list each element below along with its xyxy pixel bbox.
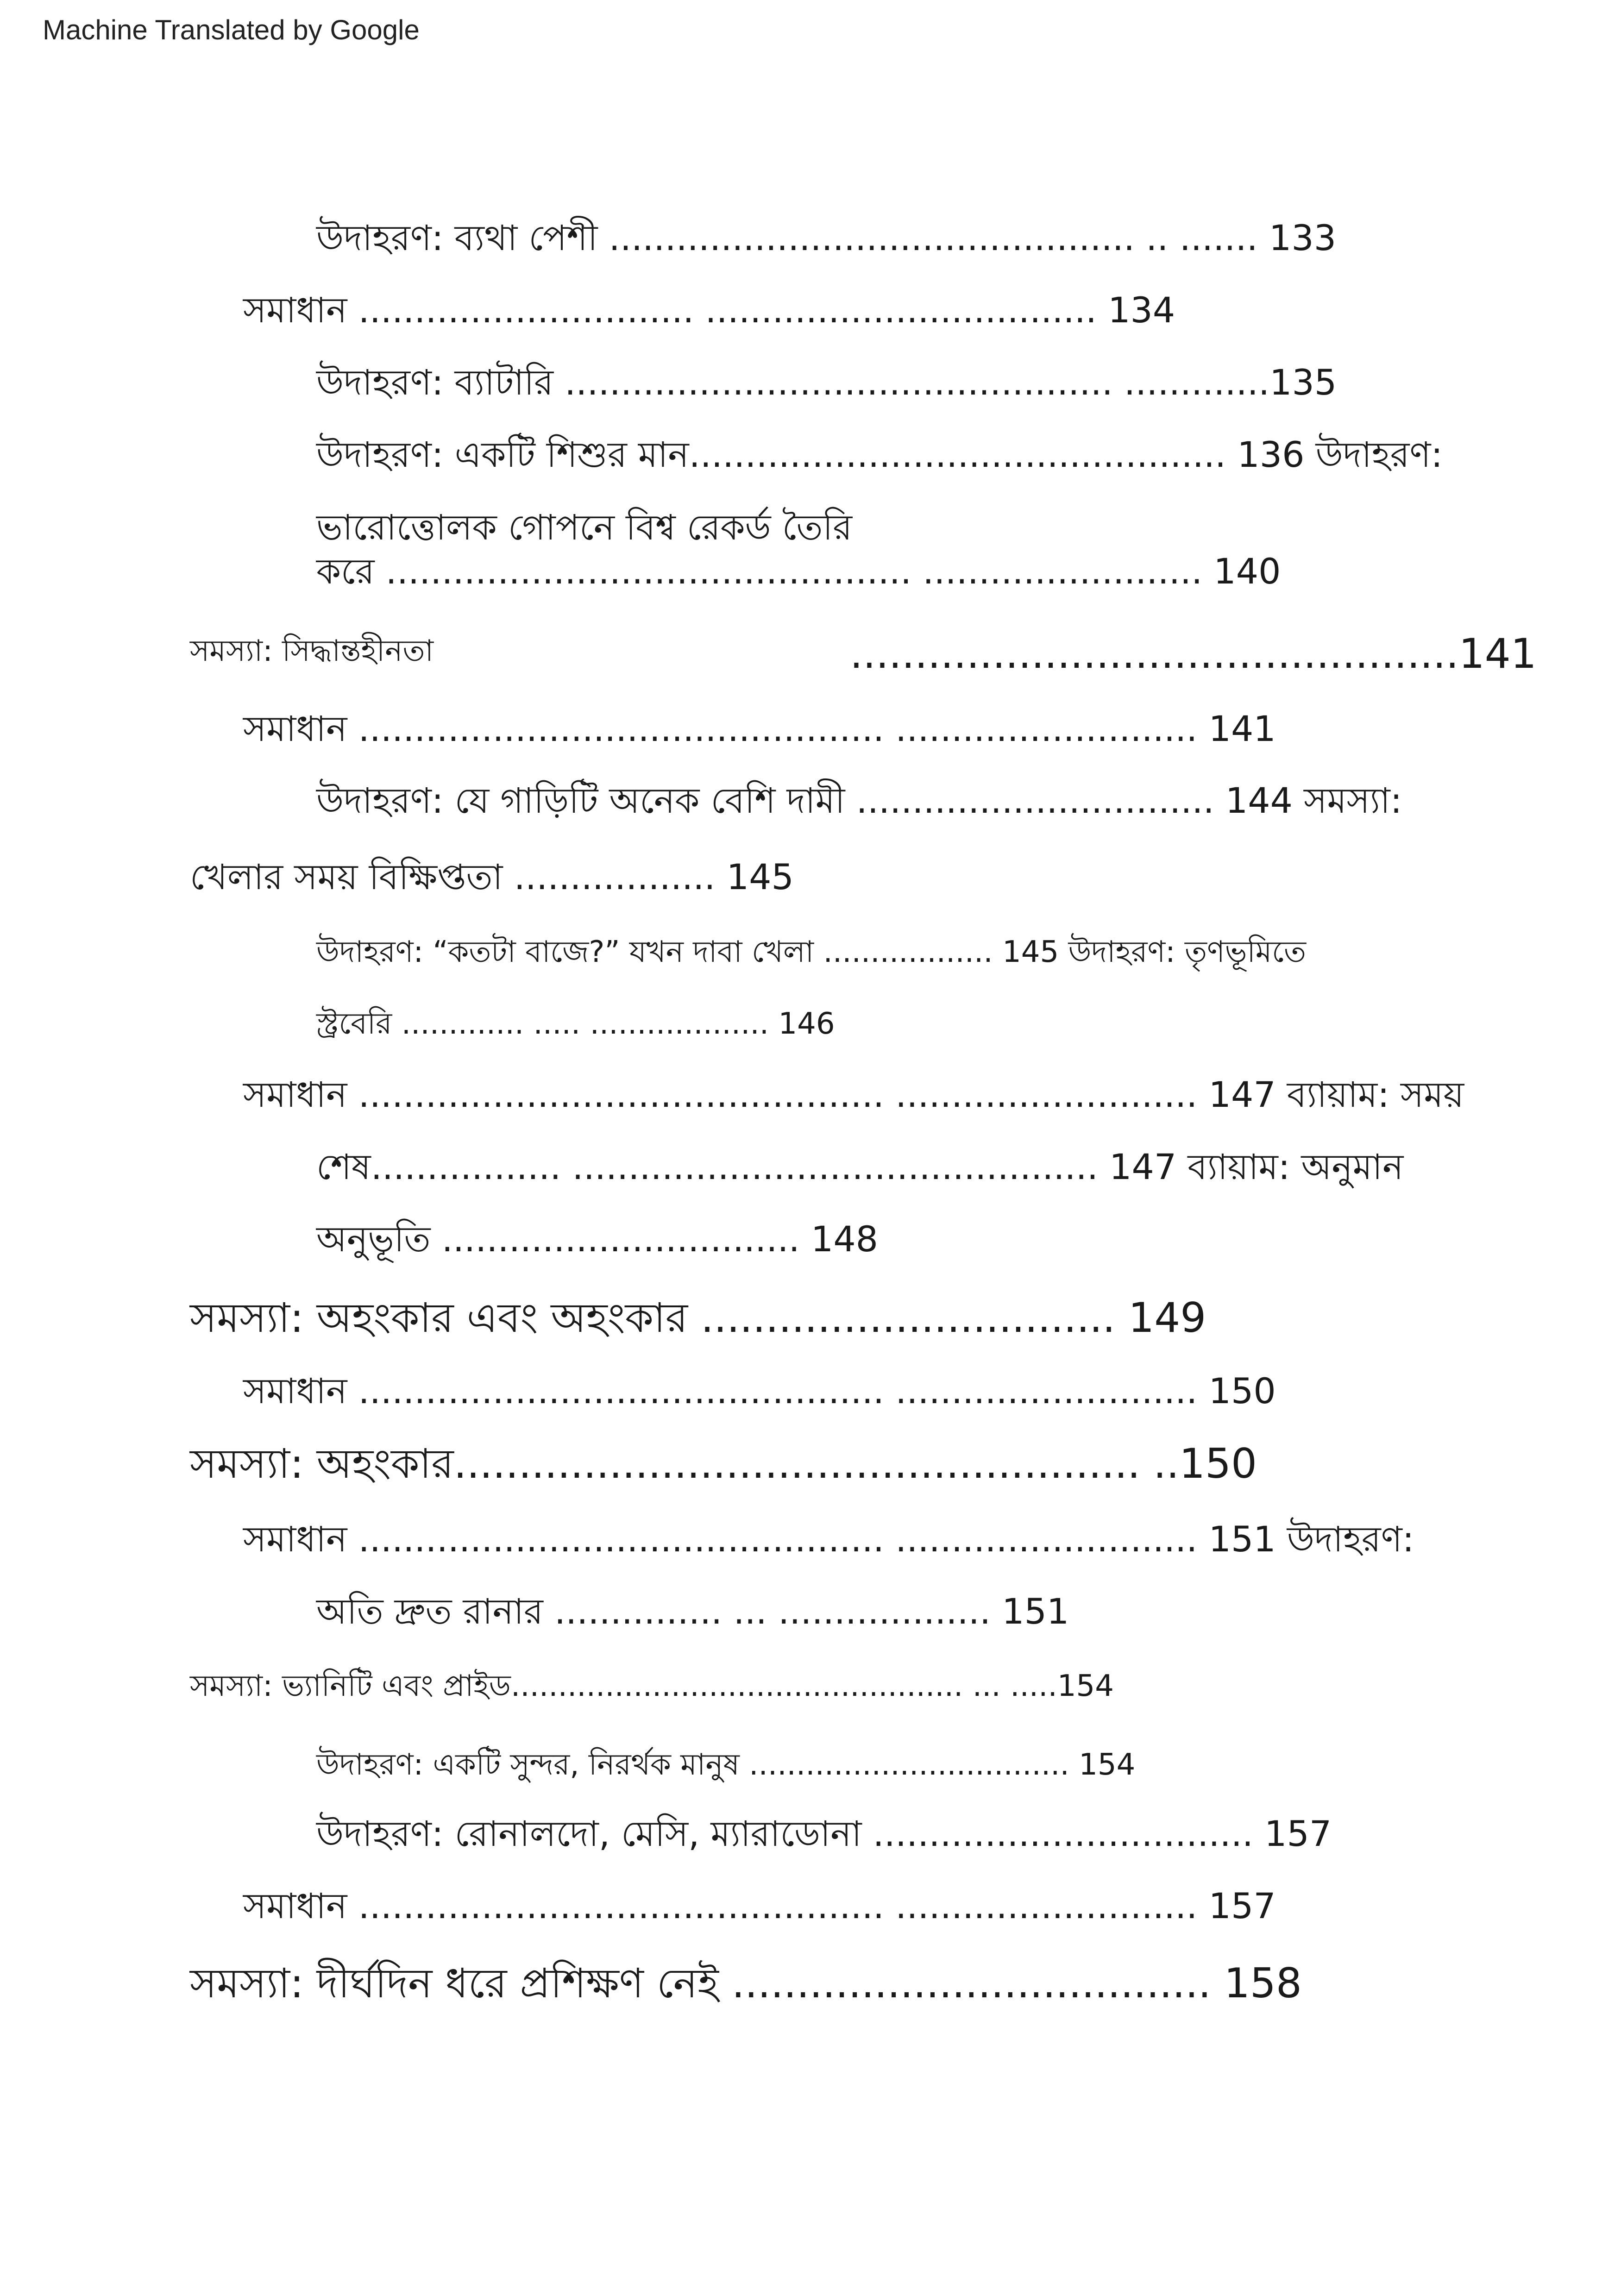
toc-entry[interactable]: ভারোত্তোলক গোপনে বিশ্ব রেকর্ড তৈরি xyxy=(316,507,853,548)
toc-entry[interactable]: উদাহরণ: ব্যাটারি ................................................. .............135 xyxy=(316,362,1337,403)
toc-entry[interactable]: স্ট্রবেরি ............. ..... ................... 146 xyxy=(316,1007,835,1041)
toc-entry[interactable]: উদাহরণ: যে গাড়িটি অনেক বেশি দামী ................................ 144 সমস্যা: xyxy=(316,780,1402,821)
toc-entry[interactable]: উদাহরণ: “কতটা বাজে?” যখন দাবা খেলা .................. 145 উদাহরণ: তৃণভূমিতে xyxy=(316,935,1307,969)
toc-entry[interactable]: শেষ................. ............................................... 147 ব্যায়াম: অনুমান xyxy=(316,1146,1404,1187)
toc-entry[interactable]: উদাহরণ: রোনালদো, মেসি, ম্যারাডোনা .................................. 157 xyxy=(316,1813,1332,1854)
toc-entry[interactable]: সমাধান ............................................... ........................... 147 ব্যায়াম: সময় xyxy=(243,1074,1464,1115)
toc-entry[interactable]: সমস্যা: অহংকার এবং অহংকার ................................ 149 xyxy=(190,1294,1206,1342)
toc-entry-leader: ...............................................141 xyxy=(850,630,1537,678)
toc-entry[interactable]: অতি দ্রুত রানার ............... ... ................... 151 xyxy=(316,1591,1069,1632)
toc-entry[interactable]: সমাধান ............................................... ........................... 150 xyxy=(243,1370,1276,1411)
machine-translation-banner: Machine Translated by Google xyxy=(43,14,420,45)
toc-entry[interactable]: সমস্যা: ভ্যানিটি এবং প্রাইড................................................ ... .....154 xyxy=(190,1669,1114,1703)
toc-entry[interactable]: সমাধান ............................................... ........................... 151 উদাহরণ: xyxy=(243,1518,1414,1560)
toc-entry[interactable]: সমস্যা: দীর্ঘদিন ধরে প্রশিক্ষণ নেই ..................................... 158 xyxy=(190,1959,1302,2007)
toc-entry[interactable]: সমাধান ............................................... ........................... 141 xyxy=(243,708,1276,749)
toc-entry[interactable]: সমাধান ............................................... ........................... 157 xyxy=(243,1885,1276,1926)
toc-entry[interactable]: খেলার সময় বিক্ষিপ্ততা .................. 145 xyxy=(190,856,794,897)
toc-entry[interactable]: সমস্যা: অহংকার..................................................... ..150 xyxy=(190,1440,1257,1487)
toc-entry[interactable]: করে ............................................... ......................... 140 xyxy=(316,551,1281,592)
toc-entry[interactable]: সমস্যা: সিদ্ধান্তহীনতা xyxy=(190,634,434,668)
toc-entry[interactable]: উদাহরণ: একটি শিশুর মান................................................ 136 উদাহরণ: xyxy=(316,434,1443,475)
toc-entry[interactable]: উদাহরণ: ব্যথা পেশী ............................................... .. ....... 133 xyxy=(316,217,1337,258)
toc-entry[interactable]: সমাধান .............................. ................................... 134 xyxy=(243,289,1175,331)
toc-entry[interactable]: উদাহরণ: একটি সুন্দর, নিরর্থক মানুষ .................................. 154 xyxy=(316,1748,1136,1782)
toc-entry[interactable]: অনুভূতি ................................ 148 xyxy=(316,1218,879,1260)
